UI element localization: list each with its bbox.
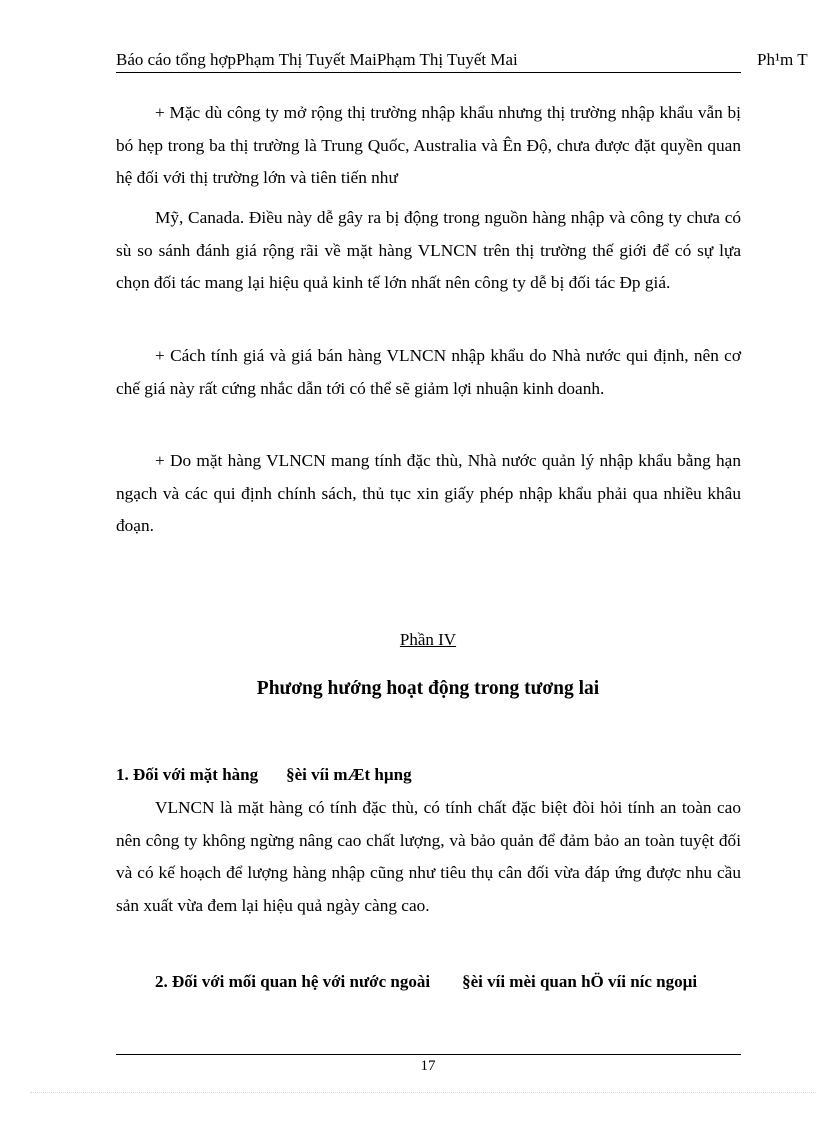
section-title: Phương hướng hoạt động trong tương lai <box>256 678 600 699</box>
footer-divider <box>116 1054 741 1055</box>
page-bottom-border <box>30 1092 816 1093</box>
paragraph-quota: + Do mặt hàng VLNCN mang tính đặc thù, Nhà nước quản lý nhập khẩu bằng hạn ngạch và các qui định chính sách, thủ tục xin giấy phép nhập khẩu phải qua nhiều khâu đoạn. <box>116 451 741 535</box>
subsection-2-heading-garbled: §èi víi mèi quan hÖ víi níc ngoµi <box>462 972 698 991</box>
section-label: Phần IV <box>399 630 457 649</box>
header-title: Báo cáo tổng hợpPhạm Thị Tuyết MaiPhạm Thị Tuyết Mai <box>116 50 518 69</box>
subsection-1-heading <box>116 765 412 785</box>
subsection-1-heading-text: 1. Đối với mặt hàng <box>116 765 259 784</box>
subsection-2-heading <box>116 966 741 998</box>
paragraph-import-markets: + Mặc dù công ty mở rộng thị trường nhập khẩu nhưng thị trường nhập khẩu vẫn bị bó hẹp trong ba thị trường là Trung Quốc, Australia và Ên Độ, chưa được đặt quyền quan hệ đối với thị trường lớn và tiên tiến như <box>116 103 741 187</box>
header-author-truncated: Ph¹m T <box>757 50 808 69</box>
header-divider <box>116 72 741 73</box>
paragraph-passive-supply: Mỹ, Canada. Điều này dễ gây ra bị động trong nguồn hàng nhập và công ty chưa có sù so sánh đánh giá rộng rãi về mặt hàng VLNCN trên thị trường thế giới để có sự lựa chọn đối tác mang lại hiệu quả kinh tế lớn nhất nên công ty dễ bị đối tác Đp giá. <box>116 208 741 292</box>
paragraph-product-focus: VLNCN là mặt hàng có tính đặc thù, có tính chất đặc biệt đòi hỏi tính an toàn cao nên công ty không ngừng nâng cao chất lượng, và bảo quản để đảm bảo an toàn tuyệt đối và có kế hoạch để lượng hàng nhập cũng như tiêu thụ cân đối vừa đáp ứng được nhu cầu sản xuất vừa đem lại hiệu quả ngày càng cao. <box>116 798 741 915</box>
paragraph-pricing: + Cách tính giá và giá bán hàng VLNCN nhập khẩu do Nhà nước qui định, nên cơ chế giá này rất cứng nhắc dẫn tới có thể sẽ giảm lợi nhuận kinh doanh. <box>116 346 741 398</box>
subsection-2-heading-text: 2. Đối với mối quan hệ với nước ngoài <box>155 972 431 991</box>
subsection-1-heading-garbled: §èi víi mÆt hµng <box>286 765 412 784</box>
page-number: 17 <box>420 1058 436 1074</box>
